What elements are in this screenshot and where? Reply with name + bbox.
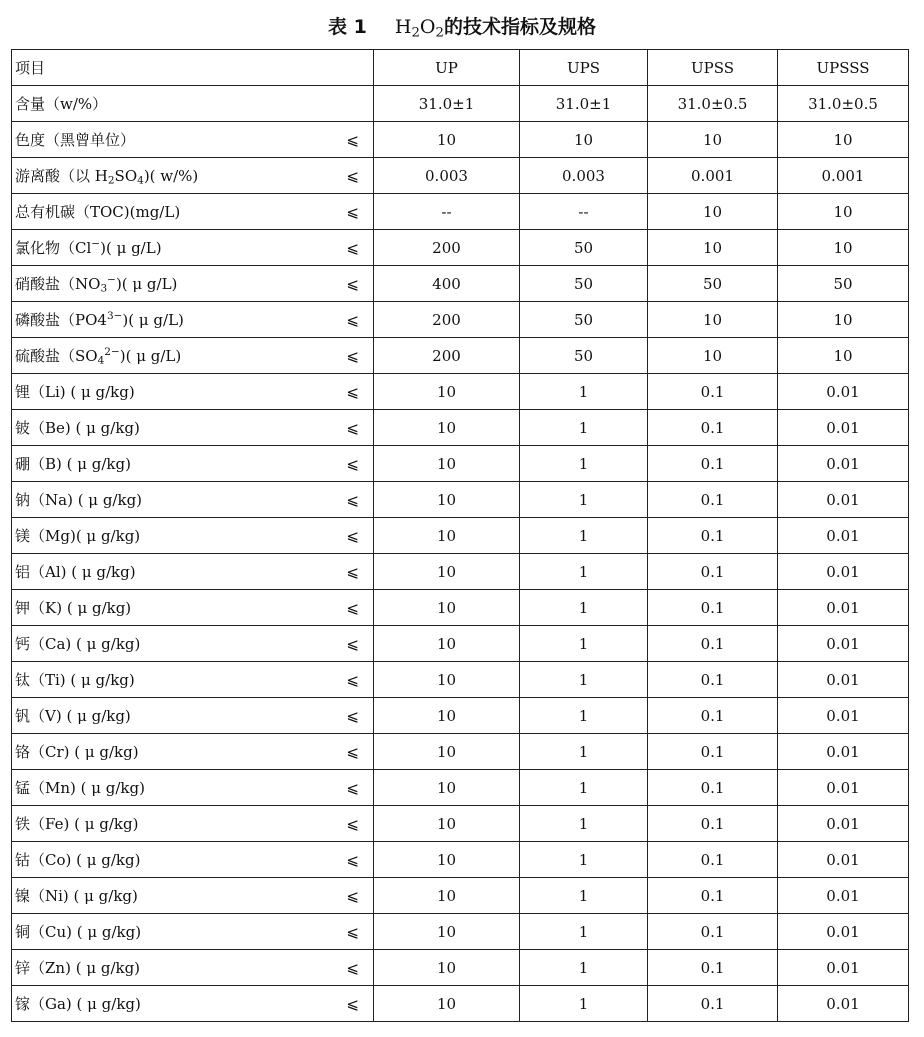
header-grade: UP <box>374 50 520 86</box>
value-cell: 1 <box>520 770 648 806</box>
table-row <box>12 842 909 878</box>
value-cell: 10 <box>374 770 520 806</box>
row-item-label: 镓（Ga) ( μ g/kg) ⩽ <box>12 986 374 1022</box>
value-cell: 10 <box>374 446 520 482</box>
value-cell: 31.0±1 <box>520 86 648 122</box>
table-row <box>12 698 909 734</box>
value-cell: 0.01 <box>778 878 909 914</box>
value-cell: 0.01 <box>778 842 909 878</box>
value-cell: 10 <box>374 914 520 950</box>
value-cell: 0.1 <box>648 950 778 986</box>
value-cell: 50 <box>778 266 909 302</box>
value-cell: 10 <box>778 230 909 266</box>
value-cell: 1 <box>520 878 648 914</box>
value-cell: 0.01 <box>778 482 909 518</box>
value-cell: 10 <box>648 122 778 158</box>
value-cell: 0.1 <box>648 662 778 698</box>
le-symbol: ⩽ <box>346 562 359 581</box>
value-cell: 0.01 <box>778 698 909 734</box>
value-cell: 1 <box>520 842 648 878</box>
value-cell: 0.01 <box>778 662 909 698</box>
table-row <box>12 482 909 518</box>
row-item-label: 含量（w/%） <box>12 86 374 122</box>
row-item-label: 硝酸盐$(NO_3^-)$( μ g/L) ⩽ <box>12 266 374 302</box>
value-cell: 1 <box>520 662 648 698</box>
value-cell: 0.003 <box>520 158 648 194</box>
value-cell: 1 <box>520 734 648 770</box>
value-cell: 10 <box>648 194 778 230</box>
table-row <box>12 194 909 230</box>
table-row <box>12 518 909 554</box>
table-row <box>12 950 909 986</box>
value-cell: 0.1 <box>648 518 778 554</box>
row-item-label: 钴（Co) ( μ g/kg) ⩽ <box>12 842 374 878</box>
table-row <box>12 770 909 806</box>
value-cell: 10 <box>374 842 520 878</box>
table-row <box>12 590 909 626</box>
row-item-label: 钾（K) ( μ g/kg) ⩽ <box>12 590 374 626</box>
value-cell: 50 <box>520 266 648 302</box>
table-row <box>12 266 909 302</box>
table-row <box>12 374 909 410</box>
le-symbol: ⩽ <box>346 526 359 545</box>
value-cell: 10 <box>374 590 520 626</box>
row-item-label: 色度（黑曾单位） ⩽ <box>12 122 374 158</box>
value-cell: 1 <box>520 698 648 734</box>
le-symbol: ⩽ <box>346 346 359 365</box>
table-title <box>0 12 924 39</box>
value-cell: 1 <box>520 986 648 1022</box>
le-symbol: ⩽ <box>346 202 359 221</box>
value-cell: 0.01 <box>778 914 909 950</box>
le-symbol: ⩽ <box>346 454 359 473</box>
value-cell: 0.01 <box>778 806 909 842</box>
value-cell: 0.01 <box>778 374 909 410</box>
value-cell: 10 <box>374 986 520 1022</box>
value-cell: 10 <box>648 302 778 338</box>
value-cell: 0.001 <box>778 158 909 194</box>
le-symbol: ⩽ <box>346 850 359 869</box>
value-cell: 10 <box>374 482 520 518</box>
value-cell: 1 <box>520 374 648 410</box>
formula: $H_2O_2$ <box>394 16 444 41</box>
value-cell: 0.1 <box>648 734 778 770</box>
value-cell: 1 <box>520 554 648 590</box>
value-cell: 0.01 <box>778 734 909 770</box>
value-cell: 10 <box>520 122 648 158</box>
value-cell: 0.1 <box>648 698 778 734</box>
header-item: 项目 <box>12 50 374 86</box>
row-item-label: 钒（V) ( μ g/kg) ⩽ <box>12 698 374 734</box>
value-cell: 200 <box>374 302 520 338</box>
table-row <box>12 734 909 770</box>
table-row <box>12 554 909 590</box>
table-row <box>12 914 909 950</box>
row-item-label: 镁（Mg)( μ g/kg) ⩽ <box>12 518 374 554</box>
row-item-label: 镍（Ni) ( μ g/kg) ⩽ <box>12 878 374 914</box>
value-cell: 10 <box>778 338 909 374</box>
row-item-label: 硫酸盐$(SO_4^{2-})$( μ g/L) ⩽ <box>12 338 374 374</box>
le-symbol: ⩽ <box>346 598 359 617</box>
le-symbol: ⩽ <box>346 238 359 257</box>
le-symbol: ⩽ <box>346 814 359 833</box>
value-cell: 50 <box>520 230 648 266</box>
row-item-label: 游离酸（以 $H_2SO_4$)( w/%) ⩽ <box>12 158 374 194</box>
value-cell: 10 <box>374 806 520 842</box>
value-cell: 0.003 <box>374 158 520 194</box>
row-item-label: 铁（Fe) ( μ g/kg) ⩽ <box>12 806 374 842</box>
value-cell: 10 <box>374 734 520 770</box>
value-cell: 10 <box>374 662 520 698</box>
header-grade: UPSSS <box>778 50 909 86</box>
value-cell: 31.0±0.5 <box>778 86 909 122</box>
le-symbol: ⩽ <box>346 994 359 1013</box>
row-item-label: 钛（Ti) ( μ g/kg) ⩽ <box>12 662 374 698</box>
le-symbol: ⩽ <box>346 130 359 149</box>
row-item-label: 铝（Al) ( μ g/kg) ⩽ <box>12 554 374 590</box>
le-symbol: ⩽ <box>346 382 359 401</box>
le-symbol: ⩽ <box>346 418 359 437</box>
row-item-label: 硼（B) ( μ g/kg) ⩽ <box>12 446 374 482</box>
table-row <box>12 626 909 662</box>
value-cell: 0.1 <box>648 482 778 518</box>
value-cell: 31.0±0.5 <box>648 86 778 122</box>
value-cell: 0.01 <box>778 518 909 554</box>
value-cell: 0.1 <box>648 554 778 590</box>
value-cell: 0.01 <box>778 626 909 662</box>
table-row <box>12 302 909 338</box>
value-cell: 10 <box>374 626 520 662</box>
value-cell: 200 <box>374 230 520 266</box>
value-cell: 1 <box>520 410 648 446</box>
header-grade: UPSS <box>648 50 778 86</box>
value-cell: 50 <box>520 302 648 338</box>
value-cell: 0.1 <box>648 446 778 482</box>
row-item-label: 铬（Cr) ( μ g/kg) ⩽ <box>12 734 374 770</box>
value-cell: 0.01 <box>778 554 909 590</box>
le-symbol: ⩽ <box>346 490 359 509</box>
value-cell: 200 <box>374 338 520 374</box>
le-symbol: ⩽ <box>346 310 359 329</box>
table-row <box>12 122 909 158</box>
row-item-label: 钠（Na) ( μ g/kg) ⩽ <box>12 482 374 518</box>
value-cell: 0.01 <box>778 590 909 626</box>
table-row <box>12 410 909 446</box>
value-cell: 0.1 <box>648 770 778 806</box>
value-cell: -- <box>520 194 648 230</box>
value-cell: 10 <box>374 950 520 986</box>
value-cell: 1 <box>520 806 648 842</box>
row-item-label: 锂（Li) ( μ g/kg) ⩽ <box>12 374 374 410</box>
row-item-label: 氯化物（Cl−)( μ g/L) ⩽ <box>12 230 374 266</box>
value-cell: 50 <box>520 338 648 374</box>
le-symbol: ⩽ <box>346 958 359 977</box>
value-cell: 0.1 <box>648 590 778 626</box>
le-symbol: ⩽ <box>346 274 359 293</box>
value-cell: 1 <box>520 950 648 986</box>
table-row <box>12 986 909 1022</box>
le-symbol: ⩽ <box>346 742 359 761</box>
value-cell: 0.1 <box>648 410 778 446</box>
table-row <box>12 86 909 122</box>
row-item-label: 铜（Cu) ( μ g/kg) ⩽ <box>12 914 374 950</box>
value-cell: 10 <box>374 518 520 554</box>
value-cell: 10 <box>778 302 909 338</box>
value-cell: 0.01 <box>778 410 909 446</box>
row-item-label: 铍（Be) ( μ g/kg) ⩽ <box>12 410 374 446</box>
table-row <box>12 446 909 482</box>
value-cell: 0.1 <box>648 374 778 410</box>
value-cell: 10 <box>648 338 778 374</box>
value-cell: 10 <box>374 554 520 590</box>
row-item-label: 锰（Mn) ( μ g/kg) ⩽ <box>12 770 374 806</box>
value-cell: 0.1 <box>648 626 778 662</box>
value-cell: 10 <box>374 374 520 410</box>
table-row <box>12 806 909 842</box>
table-row <box>12 230 909 266</box>
value-cell: 0.1 <box>648 986 778 1022</box>
table-number: 表 1 <box>328 16 367 38</box>
value-cell: 1 <box>520 626 648 662</box>
value-cell: 0.1 <box>648 878 778 914</box>
value-cell: 400 <box>374 266 520 302</box>
value-cell: 0.01 <box>778 986 909 1022</box>
row-item-label: 锌（Zn) ( μ g/kg) ⩽ <box>12 950 374 986</box>
value-cell: 0.1 <box>648 914 778 950</box>
value-cell: 1 <box>520 914 648 950</box>
value-cell: -- <box>374 194 520 230</box>
value-cell: 1 <box>520 446 648 482</box>
le-symbol: ⩽ <box>346 634 359 653</box>
table-row <box>12 158 909 194</box>
table-row <box>12 662 909 698</box>
value-cell: 0.001 <box>648 158 778 194</box>
header-row <box>12 50 909 86</box>
value-cell: 0.01 <box>778 446 909 482</box>
table-row <box>12 878 909 914</box>
value-cell: 0.1 <box>648 842 778 878</box>
value-cell: 10 <box>778 122 909 158</box>
value-cell: 10 <box>374 878 520 914</box>
value-cell: 1 <box>520 590 648 626</box>
row-item-label: 磷酸盐$(PO4^{3-})$( μ g/L) ⩽ <box>12 302 374 338</box>
value-cell: 0.01 <box>778 950 909 986</box>
value-cell: 10 <box>374 410 520 446</box>
le-symbol: ⩽ <box>346 778 359 797</box>
value-cell: 1 <box>520 482 648 518</box>
le-symbol: ⩽ <box>346 706 359 725</box>
value-cell: 10 <box>648 230 778 266</box>
value-cell: 10 <box>778 194 909 230</box>
row-item-label: 总有机碳（TOC)(mg/L) ⩽ <box>12 194 374 230</box>
value-cell: 10 <box>374 122 520 158</box>
value-cell: 10 <box>374 698 520 734</box>
le-symbol: ⩽ <box>346 166 359 185</box>
value-cell: 0.1 <box>648 806 778 842</box>
spec-table <box>11 49 909 1022</box>
le-symbol: ⩽ <box>346 922 359 941</box>
title-text: 的技术指标及规格 <box>443 16 596 38</box>
value-cell: 0.01 <box>778 770 909 806</box>
row-item-label: 钙（Ca) ( μ g/kg) ⩽ <box>12 626 374 662</box>
le-symbol: ⩽ <box>346 886 359 905</box>
le-symbol: ⩽ <box>346 670 359 689</box>
table-row <box>12 338 909 374</box>
header-grade: UPS <box>520 50 648 86</box>
value-cell: 50 <box>648 266 778 302</box>
value-cell: 31.0±1 <box>374 86 520 122</box>
value-cell: 1 <box>520 518 648 554</box>
